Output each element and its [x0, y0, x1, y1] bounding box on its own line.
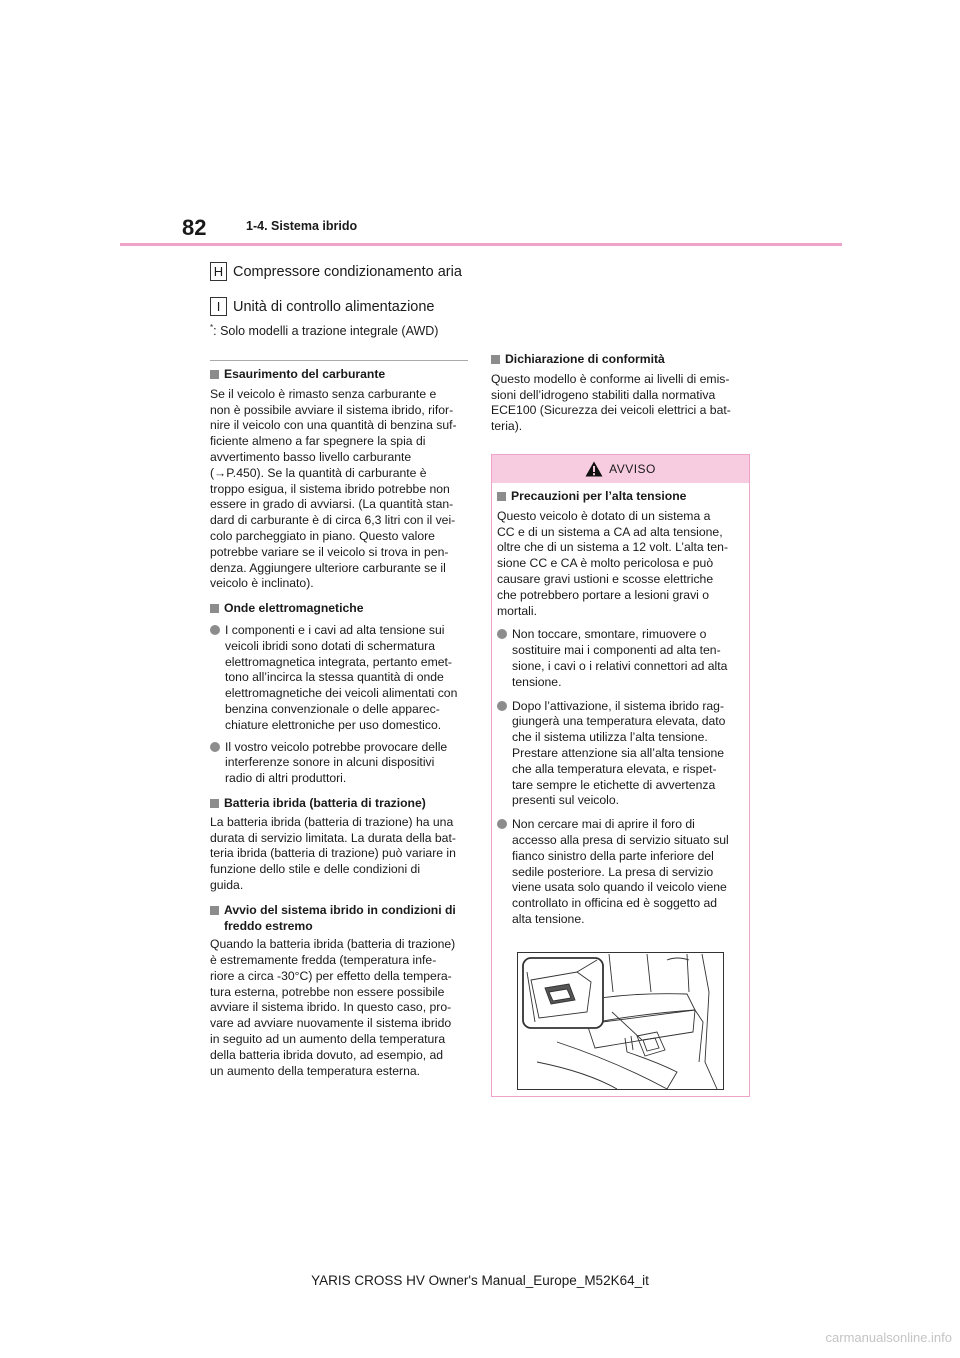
service-plug-illustration [517, 952, 724, 1090]
conformity-heading: Dichiarazione di conformità [491, 352, 753, 368]
battery-heading: Batteria ibrida (batteria di trazione) [210, 796, 472, 812]
square-bullet-icon [491, 355, 500, 364]
warning-bullet-1: Non toccare, smontare, rimuovere o sostituire mai i componenti ad alta ten- sione, i cavi o i relativi connettori ad alta tensione. [497, 627, 747, 690]
component-label-i [210, 297, 435, 316]
watermark: carmanualsonline.info [825, 1330, 952, 1345]
square-bullet-icon [210, 370, 219, 379]
label-text: Compressore condizionamento aria [233, 263, 462, 280]
square-bullet-icon [210, 604, 219, 613]
fuel-paragraph: Se il veicolo è rimasto senza carburante e non è possibile avviare il sistema ibrido, rifor- nire il veicolo con una quantità di benzina suf- ficiente almeno a far spegnere la spia di avvertimento basso livello carburante (→P.450). Se la quantità di carburante è troppo esigua, il sistema ibrido potrebbe non essere in grado di avviarsi. (La quantità stan- dard di carburante è di circa 6,3 litri con il vei- colo parcheggiato in piano. Questo valore potrebbe variare se il veicolo si trova in pen- denza. Aggiungere ulteriore carburante se il veicolo è inclinato). [210, 386, 457, 591]
section-title: 1-4. Sistema ibrido [246, 219, 358, 233]
circle-bullet-icon [210, 742, 220, 752]
label-letter-box: I [210, 297, 227, 316]
circle-bullet-icon [497, 819, 507, 829]
warning-triangle-icon [585, 461, 603, 477]
warning-content [497, 489, 747, 928]
waves-bullet-2: Il vostro veicolo potrebbe provocare delle interferenze sonore in alcuni dispositivi radio di altri produttori. [210, 740, 472, 787]
warning-bullet-2: Dopo l’attivazione, il sistema ibrido rag- giungerà una temperatura elevata, dato che il sistema utilizza l’alta tensione. Prestare attenzione sia all’alta tensione che alla temperatura elevata, e rispet- tare sempre le etichette di avvertenza presenti sul veicolo. [497, 699, 747, 810]
label-text: Unità di controllo alimentazione [233, 298, 435, 315]
waves-bullet-1: I componenti e i cavi ad alta tensione sui veicoli ibridi sono dotati di schermatura elettromagnetica integrata, pertanto emet- tono all’incirca la stessa quantità di onde elettromagnetiche dei veicoli alimentati con benzina convenzionale o delle apparec- chiature elettroniche per uso domestico. [210, 623, 472, 734]
square-bullet-icon [497, 492, 506, 501]
header-divider [120, 243, 842, 246]
circle-bullet-icon [210, 625, 220, 635]
warning-label: AVVISO [609, 462, 656, 476]
square-bullet-icon [210, 906, 219, 915]
footnote [210, 323, 438, 338]
cold-start-heading: Avvio del sistema ibrido in condizioni di freddo estremo [210, 903, 472, 935]
manual-footer: YARIS CROSS HV Owner's Manual_Europe_M52K64_it [311, 1273, 649, 1288]
warning-bullet-3: Non cercare mai di aprire il foro di accesso alla presa di servizio situato sul fianco sinistro della parte inferiore del sedile posteriore. La presa di servizio viene usata solo quando il veicolo viene controllato in officina ed è soggetto ad alta tensione. [497, 817, 747, 928]
component-label-h [210, 262, 462, 281]
cold-start-paragraph: Quando la batteria ibrida (batteria di trazione) è estremamente fredda (temperatura infe- riore a circa -30°C) per effetto della tempera- tura esterna, potrebbe non essere possibile avviare il sistema ibrido. In questo caso, pro- vare ad avviare nuovamente il sistema ibrido in seguito ad un aumento della temperatura della batteria ibrida dovuto, ad esempio, ad un aumento della temperatura esterna. [210, 937, 456, 1078]
column-divider [210, 360, 468, 361]
waves-heading: Onde elettromagnetiche [210, 601, 472, 617]
circle-bullet-icon [497, 701, 507, 711]
left-column [210, 367, 472, 1079]
circle-bullet-icon [497, 629, 507, 639]
warning-header [492, 455, 749, 483]
conformity-paragraph: Questo modello è conforme ai livelli di emis- sioni dell’idrogeno stabiliti dalla normativa ECE100 (Sicurezza dei veicoli elettrici a bat- teria). [491, 371, 731, 434]
fuel-heading: Esaurimento del carburante [210, 367, 472, 383]
footnote-text: : Solo modelli a trazione integrale (AWD) [213, 324, 439, 339]
footnote-marker: * [210, 323, 214, 332]
battery-paragraph: La batteria ibrida (batteria di trazione) ha una durata di servizio limitata. La durata della bat- teria ibrida (batteria di trazione) può variare in funzione dello stile e delle condizioni di guida. [210, 814, 456, 892]
high-voltage-heading: Precauzioni per l’alta tensione [497, 489, 747, 505]
conformity-section [491, 352, 753, 435]
page-number: 82 [182, 215, 207, 240]
square-bullet-icon [210, 799, 219, 808]
label-letter-box: H [210, 262, 227, 281]
high-voltage-paragraph: Questo veicolo è dotato di un sistema a CC e di un sistema a CA ad alta tensione, oltre che di un sistema a 12 volt. L’alta ten- sione CC e CA è molto pericolosa e può causare gravi ustioni e scosse elettriche che potrebbero portare a lesioni gravi o mortali. [497, 508, 729, 618]
